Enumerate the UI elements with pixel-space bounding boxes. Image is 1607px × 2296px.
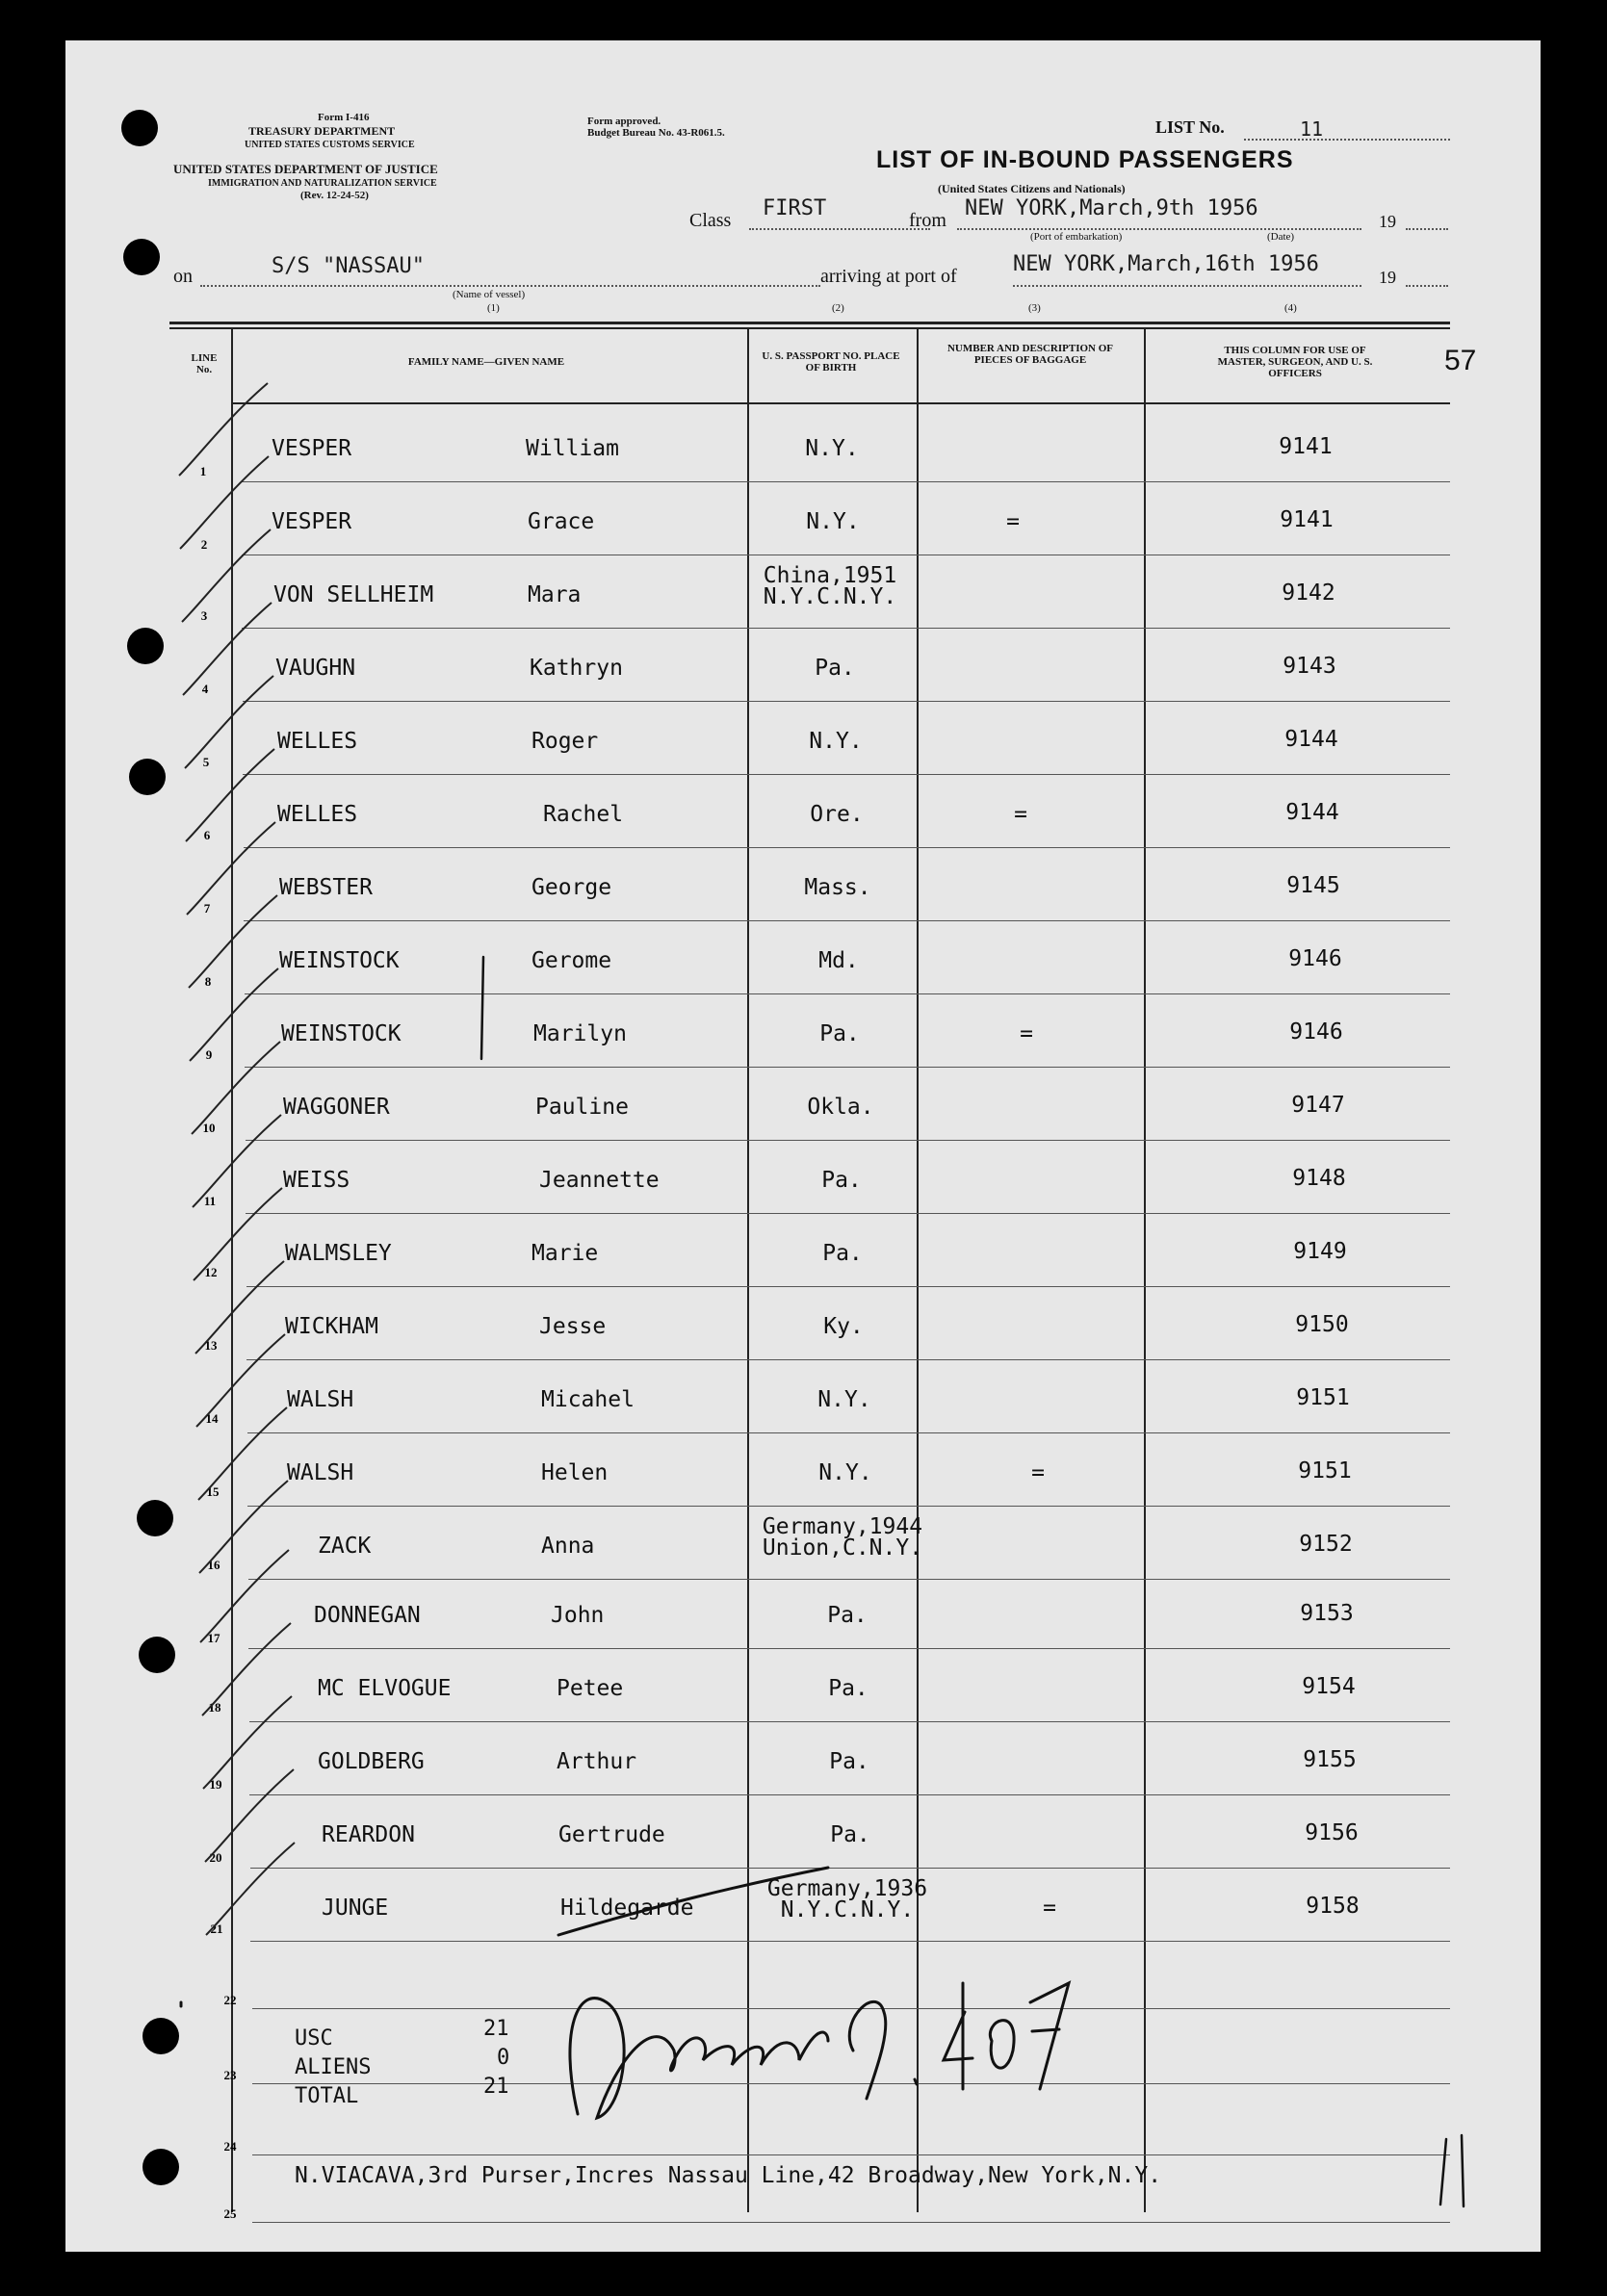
check-mark: [179, 383, 268, 476]
line-number: 9: [205, 1047, 213, 1062]
from-value: NEW YORK,March,9th 1956: [965, 196, 1258, 220]
officer-code: 9144: [1285, 800, 1339, 825]
place-of-birth: Okla.: [807, 1095, 874, 1120]
officer-code: 9158: [1306, 1894, 1360, 1919]
form-subtitle: (United States Citizens and Nationals): [938, 182, 1126, 195]
given-name: Marie: [531, 1241, 599, 1266]
given-name: Mara: [528, 582, 582, 607]
line-number: 10: [202, 1121, 216, 1135]
vessel-caption: (Name of vessel): [453, 289, 526, 300]
arriving-label: arriving at port of: [820, 266, 957, 287]
caption-2: (2): [832, 302, 844, 314]
customs-service: UNITED STATES CUSTOMS SERVICE: [245, 140, 415, 150]
check-mark: [189, 895, 277, 988]
officer-code: 9146: [1289, 1019, 1343, 1045]
family-name: WELLES: [277, 729, 358, 754]
family-name: WALSH: [287, 1460, 354, 1485]
family-name: VAUGHN: [275, 656, 356, 681]
page-number: 57: [1444, 345, 1477, 376]
form-approved: Form approved.: [587, 116, 661, 127]
check-mark: [196, 1334, 285, 1427]
officer-code: 9141: [1279, 434, 1333, 459]
officer-code: 9141: [1280, 507, 1334, 532]
given-name: John: [551, 1603, 605, 1628]
officer-code: 9143: [1283, 654, 1336, 679]
check-mark: [202, 1623, 291, 1716]
line-number: 5: [202, 755, 210, 769]
given-name: Pauline: [535, 1095, 629, 1120]
check-mark: [186, 749, 274, 841]
line-number: 19: [209, 1777, 222, 1792]
purser-signature-line: N.VIACAVA,3rd Purser,Incres Nassau Line,42 Broadway,New York,N.Y.: [295, 2163, 1162, 2188]
family-name: REARDON: [322, 1822, 415, 1847]
given-name: Anna: [541, 1534, 595, 1559]
form-title: LIST OF IN-BOUND PASSENGERS: [876, 146, 1294, 173]
place-of-birth-2: N.Y.C.N.Y.: [763, 584, 897, 609]
line-number: 7: [203, 901, 211, 916]
from-label: from: [909, 210, 946, 231]
caption-4: (4): [1284, 302, 1297, 314]
baggage-mark: =: [1043, 1896, 1056, 1921]
line-number: 23: [223, 2068, 237, 2082]
place-of-birth: N.Y.: [809, 729, 863, 754]
class-value: FIRST: [763, 196, 827, 220]
place-of-birth: Ky.: [823, 1314, 864, 1339]
given-name: Rachel: [543, 802, 624, 827]
col-header-officers: THIS COLUMN FOR USE OF MASTER, SURGEON, AND U. S. OFFICERS: [1217, 345, 1373, 379]
class-label: Class: [689, 210, 732, 231]
line-number: 2: [200, 537, 208, 552]
line-number: 14: [205, 1411, 219, 1426]
check-mark: [199, 1481, 288, 1573]
officer-code: 9154: [1302, 1674, 1356, 1699]
line-number: 16: [207, 1558, 220, 1572]
check-mark: [200, 1550, 289, 1642]
line-number: 22: [223, 1993, 237, 2007]
arriving-value: NEW YORK,March,16th 1956: [1013, 252, 1319, 276]
col-header-name: FAMILY NAME—GIVEN NAME: [407, 356, 565, 368]
place-of-birth: Germany,1936: [766, 1876, 928, 1901]
family-name: ZACK: [318, 1534, 372, 1559]
line-number: 12: [204, 1265, 218, 1279]
check-mark: [198, 1407, 287, 1500]
line-number: 3: [200, 608, 208, 623]
check-mark: [190, 968, 278, 1061]
total-value: 21: [483, 2075, 509, 2099]
port-caption: (Port of embarkation): [1030, 231, 1123, 243]
family-name: WAGGONER: [283, 1095, 390, 1120]
officer-code: 9151: [1296, 1385, 1350, 1410]
place-of-birth: Ore.: [810, 802, 864, 827]
family-name: WALMSLEY: [285, 1241, 392, 1266]
place-of-birth: N.Y.: [806, 509, 860, 534]
list-no-label: LIST No.: [1155, 117, 1225, 137]
place-of-birth-2: N.Y.C.N.Y.: [780, 1897, 915, 1922]
baggage-mark: =: [1031, 1460, 1045, 1485]
line-number: 15: [206, 1484, 220, 1499]
check-mark: [180, 456, 269, 549]
total-label: TOTAL: [295, 2084, 359, 2108]
family-name: WEINSTOCK: [279, 948, 400, 973]
vessel-name: S/S "NASSAU": [272, 254, 425, 278]
baggage-mark: =: [1020, 1021, 1033, 1046]
line-number: 11: [203, 1194, 217, 1208]
given-name: William: [526, 436, 619, 461]
officer-code: 9147: [1291, 1093, 1345, 1118]
place-of-birth: Pa.: [829, 1749, 869, 1774]
family-name: VESPER: [272, 436, 352, 461]
family-name: JUNGE: [322, 1896, 389, 1921]
col-header-passport: U. S. PASSPORT NO. PLACE OF BIRTH: [762, 350, 900, 374]
place-of-birth: Md.: [818, 948, 859, 973]
officer-code: 9150: [1295, 1312, 1349, 1337]
place-of-birth-2: Union,C.N.Y.: [762, 1535, 923, 1561]
officer-code: 9155: [1303, 1747, 1357, 1772]
list-no-value: 11: [1300, 117, 1324, 141]
line-number: 1: [199, 464, 207, 478]
officer-code: 9152: [1299, 1532, 1353, 1557]
check-mark: [183, 603, 272, 695]
given-name: George: [531, 875, 612, 900]
line-number: 4: [201, 682, 209, 696]
line-number: 6: [203, 828, 211, 842]
treasury-dept: TREASURY DEPARTMENT: [248, 124, 396, 138]
officer-code: 9153: [1300, 1601, 1354, 1626]
check-mark: [185, 676, 273, 768]
family-name: GOLDBERG: [318, 1749, 425, 1774]
usc-label: USC: [295, 2026, 333, 2051]
place-of-birth: Germany,1944: [762, 1514, 923, 1539]
given-name: Grace: [528, 509, 595, 534]
given-name: Gerome: [531, 948, 612, 973]
baggage-mark: =: [1014, 802, 1027, 827]
line-number: 8: [204, 974, 212, 989]
officer-code: 9144: [1284, 727, 1338, 752]
check-mark: [194, 1188, 282, 1280]
line-number: 21: [210, 1922, 223, 1936]
given-name: Jeannette: [539, 1168, 660, 1193]
ins-service: IMMIGRATION AND NATURALIZATION SERVICE: [208, 178, 437, 189]
from-year-suffix: 19: [1379, 212, 1396, 231]
officer-code: 9146: [1288, 946, 1342, 971]
check-mark: [195, 1261, 284, 1354]
family-name: WELLES: [277, 802, 358, 827]
officer-code: 9151: [1298, 1458, 1352, 1483]
family-name: WALSH: [287, 1387, 354, 1412]
check-mark: [193, 1115, 281, 1207]
date-caption: (Date): [1267, 231, 1295, 243]
baggage-mark: =: [1006, 509, 1020, 534]
officer-code: 9145: [1286, 873, 1340, 898]
family-name: WEISS: [283, 1168, 350, 1193]
place-of-birth: Pa.: [819, 1021, 860, 1046]
budget-bureau: Budget Bureau No. 43-R061.5.: [587, 127, 725, 139]
family-name: VESPER: [272, 509, 352, 534]
place-of-birth: N.Y.: [818, 1460, 872, 1485]
place-of-birth: Pa.: [815, 656, 855, 681]
place-of-birth: N.Y.: [805, 436, 859, 461]
vessel-caption-num: (1): [487, 302, 500, 314]
line-number: 13: [204, 1338, 218, 1353]
arriving-year-suffix: 19: [1379, 268, 1396, 287]
given-name: Marilyn: [533, 1021, 627, 1046]
given-name: Petee: [557, 1676, 624, 1701]
place-of-birth: N.Y.: [817, 1387, 871, 1412]
aliens-label: ALIENS: [295, 2055, 372, 2079]
check-mark: [203, 1696, 292, 1789]
check-mark: [192, 1042, 280, 1134]
family-name: WICKHAM: [285, 1314, 378, 1339]
given-name: Helen: [541, 1460, 609, 1485]
revision-date: (Rev. 12-24-52): [300, 190, 369, 201]
line-number: 17: [207, 1631, 220, 1645]
check-mark: [187, 822, 275, 915]
given-name: Jesse: [539, 1314, 607, 1339]
check-mark: [205, 1769, 294, 1862]
given-name: Hildegarde: [560, 1896, 694, 1921]
officer-code: 9148: [1292, 1166, 1346, 1191]
place-of-birth: Pa.: [827, 1603, 868, 1628]
col-header-baggage: NUMBER AND DESCRIPTION OF PIECES OF BAGGAGE: [946, 343, 1114, 366]
given-name: Gertrude: [558, 1822, 665, 1847]
on-label: on: [173, 266, 193, 287]
usc-value: 21: [483, 2017, 509, 2041]
place-of-birth: China,1951: [763, 563, 897, 588]
family-name: WEBSTER: [279, 875, 373, 900]
given-name: Roger: [531, 729, 599, 754]
family-name: DONNEGAN: [314, 1603, 421, 1628]
officer-code: 9142: [1282, 580, 1335, 606]
line-number: 25: [223, 2206, 237, 2221]
given-name: Micahel: [541, 1387, 635, 1412]
line-number: 24: [223, 2139, 237, 2154]
family-name: VON SELLHEIM: [273, 582, 434, 607]
given-name: Arthur: [557, 1749, 637, 1774]
officer-code: 9156: [1305, 1820, 1359, 1845]
line-number: 20: [209, 1850, 222, 1865]
place-of-birth: Mass.: [804, 875, 871, 900]
place-of-birth: Pa.: [821, 1168, 862, 1193]
place-of-birth: Pa.: [828, 1676, 868, 1701]
place-of-birth: Pa.: [830, 1822, 870, 1847]
given-name: Kathryn: [530, 656, 623, 681]
form-number: Form I-416: [318, 112, 370, 123]
line-number: 18: [208, 1700, 221, 1715]
place-of-birth: Pa.: [822, 1241, 863, 1266]
family-name: WEINSTOCK: [281, 1021, 402, 1046]
caption-3: (3): [1028, 302, 1041, 314]
justice-dept: UNITED STATES DEPARTMENT OF JUSTICE: [173, 162, 438, 176]
officer-code: 9149: [1293, 1239, 1347, 1264]
check-mark: [182, 529, 271, 622]
aliens-value: 0: [497, 2046, 510, 2070]
col-header-line: LINE No.: [191, 352, 218, 375]
family-name: MC ELVOGUE: [318, 1676, 452, 1701]
check-mark: [206, 1843, 295, 1935]
